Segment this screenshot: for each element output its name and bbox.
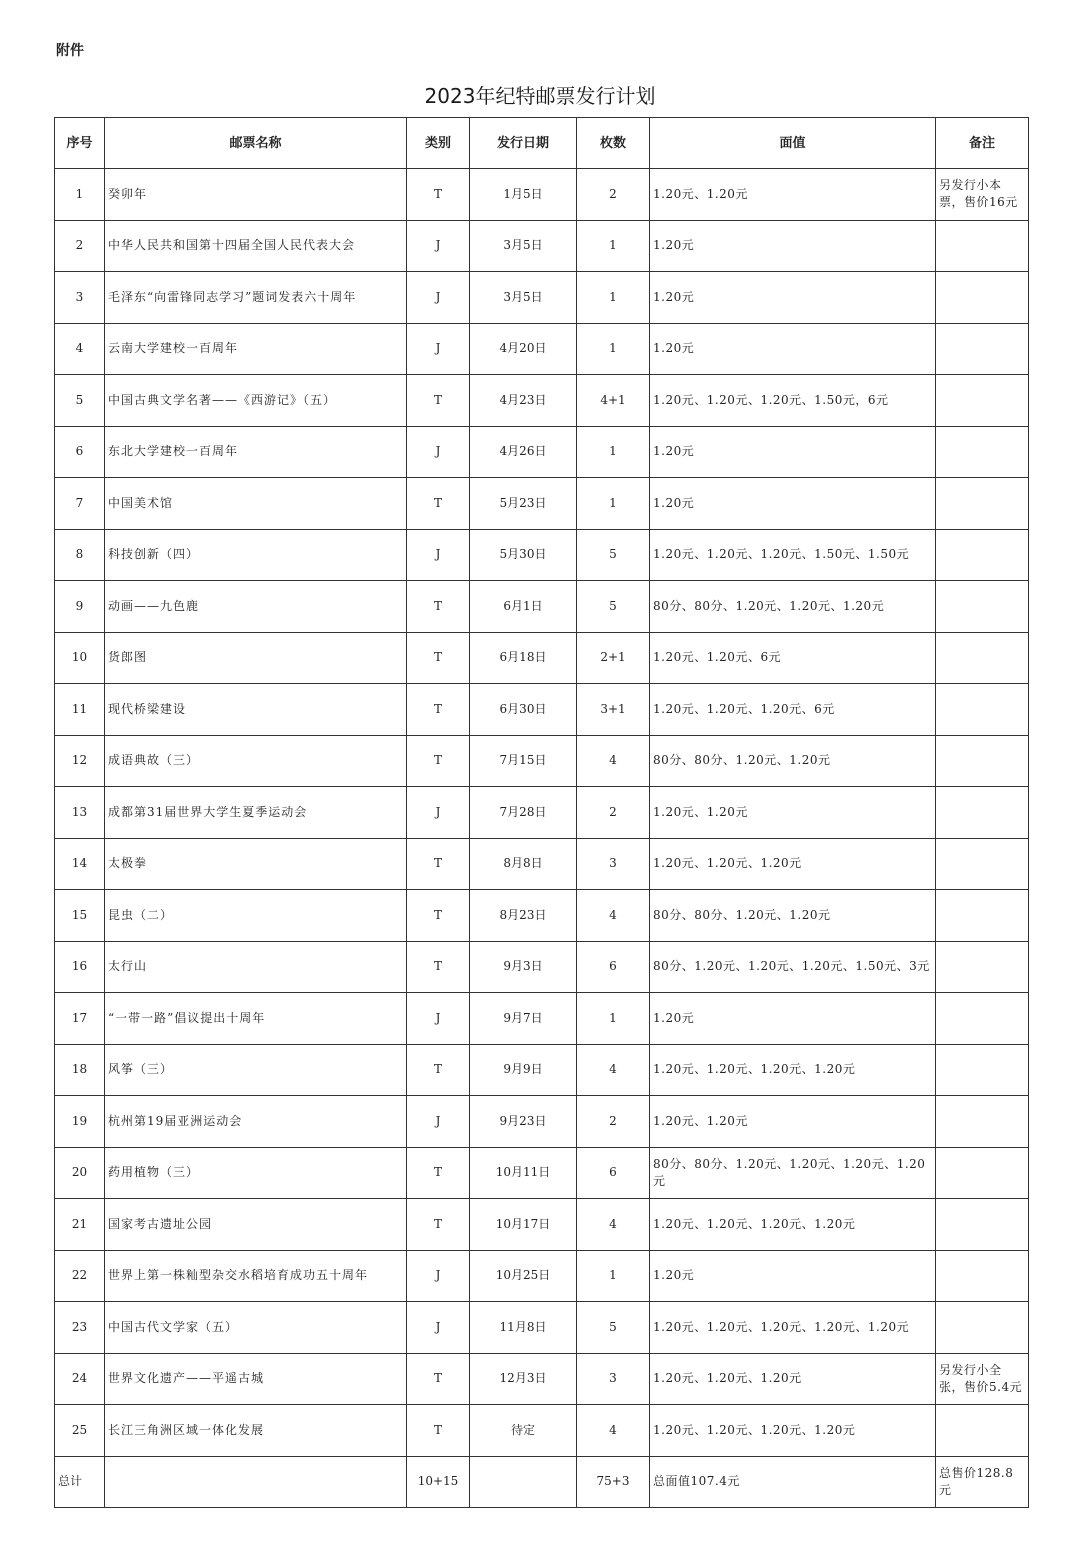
total-type: 10+15 bbox=[407, 1456, 470, 1508]
total-count: 75+3 bbox=[577, 1456, 650, 1508]
table-row bbox=[55, 375, 1029, 427]
cell-type: T bbox=[407, 890, 470, 942]
cell-type: T bbox=[407, 632, 470, 684]
total-note: 总售价128.8元 bbox=[936, 1456, 1029, 1508]
cell-count: 1 bbox=[577, 220, 650, 272]
cell-type: J bbox=[407, 1250, 470, 1302]
table-row bbox=[55, 323, 1029, 375]
cell-name: 中国美术馆 bbox=[105, 478, 407, 530]
cell-date: 8月23日 bbox=[470, 890, 577, 942]
cell-value: 1.20元 bbox=[650, 478, 936, 530]
cell-count: 3+1 bbox=[577, 684, 650, 736]
cell-no: 12 bbox=[55, 735, 105, 787]
cell-no: 15 bbox=[55, 890, 105, 942]
cell-name: 国家考古遗址公园 bbox=[105, 1199, 407, 1251]
cell-count: 1 bbox=[577, 272, 650, 324]
table-row bbox=[55, 1250, 1029, 1302]
cell-name: 动画——九色鹿 bbox=[105, 581, 407, 633]
table-row bbox=[55, 1096, 1029, 1148]
cell-count: 1 bbox=[577, 993, 650, 1045]
cell-value: 1.20元、1.20元、1.20元、1.50元，6元 bbox=[650, 375, 936, 427]
cell-name: 现代桥梁建设 bbox=[105, 684, 407, 736]
total-label: 总计 bbox=[55, 1456, 105, 1508]
cell-note bbox=[936, 1044, 1029, 1096]
cell-type: J bbox=[407, 323, 470, 375]
cell-date: 6月18日 bbox=[470, 632, 577, 684]
cell-value: 1.20元、1.20元、1.20元、1.20元 bbox=[650, 1199, 936, 1251]
cell-value: 1.20元 bbox=[650, 1250, 936, 1302]
cell-value: 1.20元、1.20元、1.20元、1.20元 bbox=[650, 1044, 936, 1096]
cell-note bbox=[936, 684, 1029, 736]
cell-date: 7月15日 bbox=[470, 735, 577, 787]
cell-value: 1.20元、1.20元 bbox=[650, 169, 936, 221]
cell-type: J bbox=[407, 272, 470, 324]
cell-count: 3 bbox=[577, 838, 650, 890]
cell-type: T bbox=[407, 478, 470, 530]
cell-count: 2 bbox=[577, 787, 650, 839]
cell-value: 1.20元 bbox=[650, 323, 936, 375]
table-row bbox=[55, 478, 1029, 530]
table-row bbox=[55, 1147, 1029, 1199]
column-header-name: 邮票名称 bbox=[105, 118, 407, 169]
cell-no: 21 bbox=[55, 1199, 105, 1251]
table-row bbox=[55, 684, 1029, 736]
table-row bbox=[55, 169, 1029, 221]
cell-no: 7 bbox=[55, 478, 105, 530]
table-row bbox=[55, 787, 1029, 839]
cell-no: 16 bbox=[55, 941, 105, 993]
table-row bbox=[55, 1302, 1029, 1354]
cell-note bbox=[936, 581, 1029, 633]
cell-count: 2+1 bbox=[577, 632, 650, 684]
cell-no: 11 bbox=[55, 684, 105, 736]
table-row bbox=[55, 272, 1029, 324]
cell-name: 中华人民共和国第十四届全国人民代表大会 bbox=[105, 220, 407, 272]
cell-date: 9月23日 bbox=[470, 1096, 577, 1148]
cell-note bbox=[936, 1147, 1029, 1199]
cell-type: J bbox=[407, 426, 470, 478]
cell-value: 1.20元 bbox=[650, 426, 936, 478]
cell-no: 3 bbox=[55, 272, 105, 324]
cell-count: 5 bbox=[577, 529, 650, 581]
cell-date: 8月8日 bbox=[470, 838, 577, 890]
cell-date: 9月3日 bbox=[470, 941, 577, 993]
cell-note bbox=[936, 632, 1029, 684]
table-row bbox=[55, 890, 1029, 942]
cell-no: 4 bbox=[55, 323, 105, 375]
cell-note bbox=[936, 375, 1029, 427]
table-row bbox=[55, 529, 1029, 581]
total-value: 总面值107.4元 bbox=[650, 1456, 936, 1508]
cell-name: 癸卯年 bbox=[105, 169, 407, 221]
cell-count: 4 bbox=[577, 1044, 650, 1096]
cell-value: 1.20元、1.20元、1.20元、1.20元 bbox=[650, 1405, 936, 1457]
column-header-date: 发行日期 bbox=[470, 118, 577, 169]
total-name bbox=[105, 1456, 407, 1508]
cell-value: 80分、1.20元、1.20元、1.20元、1.50元、3元 bbox=[650, 941, 936, 993]
cell-value: 80分、80分、1.20元、1.20元、1.20元 bbox=[650, 581, 936, 633]
cell-note bbox=[936, 1250, 1029, 1302]
cell-no: 22 bbox=[55, 1250, 105, 1302]
cell-count: 4+1 bbox=[577, 375, 650, 427]
table-row bbox=[55, 581, 1029, 633]
table-header-row bbox=[55, 118, 1029, 169]
cell-type: T bbox=[407, 1044, 470, 1096]
cell-no: 6 bbox=[55, 426, 105, 478]
cell-note bbox=[936, 529, 1029, 581]
cell-date: 10月11日 bbox=[470, 1147, 577, 1199]
cell-date: 1月5日 bbox=[470, 169, 577, 221]
table-row bbox=[55, 426, 1029, 478]
cell-value: 80分、80分、1.20元、1.20元、1.20元、1.20元 bbox=[650, 1147, 936, 1199]
cell-no: 24 bbox=[55, 1353, 105, 1405]
column-header-count: 枚数 bbox=[577, 118, 650, 169]
column-header-type: 类别 bbox=[407, 118, 470, 169]
cell-no: 10 bbox=[55, 632, 105, 684]
cell-no: 2 bbox=[55, 220, 105, 272]
cell-note bbox=[936, 787, 1029, 839]
cell-date: 9月9日 bbox=[470, 1044, 577, 1096]
cell-no: 1 bbox=[55, 169, 105, 221]
cell-type: T bbox=[407, 1405, 470, 1457]
cell-type: T bbox=[407, 1147, 470, 1199]
cell-date: 9月7日 bbox=[470, 993, 577, 1045]
cell-type: T bbox=[407, 684, 470, 736]
table-row bbox=[55, 941, 1029, 993]
cell-note: 另发行小本票，售价16元 bbox=[936, 169, 1029, 221]
cell-value: 1.20元、1.20元、1.20元、1.50元、1.50元 bbox=[650, 529, 936, 581]
cell-type: J bbox=[407, 1302, 470, 1354]
cell-value: 1.20元 bbox=[650, 993, 936, 1045]
cell-date: 4月20日 bbox=[470, 323, 577, 375]
cell-value: 1.20元、1.20元、1.20元 bbox=[650, 1353, 936, 1405]
cell-date: 5月30日 bbox=[470, 529, 577, 581]
total-date bbox=[470, 1456, 577, 1508]
cell-value: 1.20元、1.20元、6元 bbox=[650, 632, 936, 684]
cell-note bbox=[936, 735, 1029, 787]
cell-note bbox=[936, 1096, 1029, 1148]
cell-date: 10月25日 bbox=[470, 1250, 577, 1302]
cell-note bbox=[936, 323, 1029, 375]
cell-name: “一带一路”倡议提出十周年 bbox=[105, 993, 407, 1045]
cell-date: 3月5日 bbox=[470, 220, 577, 272]
cell-type: T bbox=[407, 838, 470, 890]
cell-count: 1 bbox=[577, 323, 650, 375]
cell-value: 80分、80分、1.20元、1.20元 bbox=[650, 890, 936, 942]
cell-count: 2 bbox=[577, 169, 650, 221]
cell-name: 风筝（三） bbox=[105, 1044, 407, 1096]
cell-date: 7月28日 bbox=[470, 787, 577, 839]
cell-no: 19 bbox=[55, 1096, 105, 1148]
cell-name: 昆虫（二） bbox=[105, 890, 407, 942]
cell-type: T bbox=[407, 1353, 470, 1405]
column-header-value: 面值 bbox=[650, 118, 936, 169]
cell-type: J bbox=[407, 220, 470, 272]
cell-type: T bbox=[407, 581, 470, 633]
cell-name: 药用植物（三） bbox=[105, 1147, 407, 1199]
cell-value: 1.20元 bbox=[650, 220, 936, 272]
cell-name: 科技创新（四） bbox=[105, 529, 407, 581]
cell-count: 1 bbox=[577, 1250, 650, 1302]
cell-note bbox=[936, 478, 1029, 530]
cell-type: T bbox=[407, 1199, 470, 1251]
cell-date: 待定 bbox=[470, 1405, 577, 1457]
cell-type: T bbox=[407, 169, 470, 221]
cell-name: 中国古典文学名著——《西游记》（五） bbox=[105, 375, 407, 427]
cell-no: 20 bbox=[55, 1147, 105, 1199]
cell-count: 6 bbox=[577, 941, 650, 993]
cell-count: 4 bbox=[577, 890, 650, 942]
cell-name: 货郎图 bbox=[105, 632, 407, 684]
cell-type: J bbox=[407, 529, 470, 581]
cell-date: 3月5日 bbox=[470, 272, 577, 324]
column-header-no: 序号 bbox=[55, 118, 105, 169]
cell-value: 80分、80分、1.20元、1.20元 bbox=[650, 735, 936, 787]
cell-note bbox=[936, 426, 1029, 478]
cell-type: T bbox=[407, 375, 470, 427]
table-row bbox=[55, 1044, 1029, 1096]
cell-type: J bbox=[407, 1096, 470, 1148]
cell-no: 23 bbox=[55, 1302, 105, 1354]
cell-no: 13 bbox=[55, 787, 105, 839]
cell-date: 6月1日 bbox=[470, 581, 577, 633]
cell-note bbox=[936, 838, 1029, 890]
cell-count: 5 bbox=[577, 1302, 650, 1354]
cell-no: 18 bbox=[55, 1044, 105, 1096]
column-header-note: 备注 bbox=[936, 118, 1029, 169]
cell-count: 5 bbox=[577, 581, 650, 633]
cell-date: 6月30日 bbox=[470, 684, 577, 736]
cell-no: 5 bbox=[55, 375, 105, 427]
cell-no: 14 bbox=[55, 838, 105, 890]
table-row bbox=[55, 993, 1029, 1045]
cell-count: 6 bbox=[577, 1147, 650, 1199]
cell-name: 世界上第一株籼型杂交水稻培育成功五十周年 bbox=[105, 1250, 407, 1302]
cell-note bbox=[936, 1405, 1029, 1457]
table-row bbox=[55, 1353, 1029, 1405]
cell-note bbox=[936, 272, 1029, 324]
cell-date: 5月23日 bbox=[470, 478, 577, 530]
cell-note bbox=[936, 220, 1029, 272]
cell-note bbox=[936, 890, 1029, 942]
cell-count: 1 bbox=[577, 426, 650, 478]
cell-count: 2 bbox=[577, 1096, 650, 1148]
cell-count: 1 bbox=[577, 478, 650, 530]
cell-note bbox=[936, 941, 1029, 993]
cell-name: 东北大学建校一百周年 bbox=[105, 426, 407, 478]
cell-type: J bbox=[407, 787, 470, 839]
cell-note bbox=[936, 1199, 1029, 1251]
cell-value: 1.20元、1.20元 bbox=[650, 1096, 936, 1148]
cell-type: T bbox=[407, 735, 470, 787]
cell-no: 9 bbox=[55, 581, 105, 633]
cell-no: 8 bbox=[55, 529, 105, 581]
cell-name: 太极拳 bbox=[105, 838, 407, 890]
page-title: 2023年纪特邮票发行计划 bbox=[424, 84, 656, 108]
cell-date: 10月17日 bbox=[470, 1199, 577, 1251]
cell-name: 太行山 bbox=[105, 941, 407, 993]
cell-name: 世界文化遗产——平遥古城 bbox=[105, 1353, 407, 1405]
cell-date: 11月8日 bbox=[470, 1302, 577, 1354]
cell-note bbox=[936, 993, 1029, 1045]
table-row bbox=[55, 220, 1029, 272]
attachment-label: 附件 bbox=[56, 43, 84, 59]
cell-name: 成都第31届世界大学生夏季运动会 bbox=[105, 787, 407, 839]
cell-date: 4月26日 bbox=[470, 426, 577, 478]
cell-value: 1.20元、1.20元 bbox=[650, 787, 936, 839]
table-row bbox=[55, 838, 1029, 890]
cell-value: 1.20元、1.20元、1.20元 bbox=[650, 838, 936, 890]
cell-note: 另发行小全张，售价5.4元 bbox=[936, 1353, 1029, 1405]
cell-name: 长江三角洲区域一体化发展 bbox=[105, 1405, 407, 1457]
cell-no: 25 bbox=[55, 1405, 105, 1457]
cell-name: 云南大学建校一百周年 bbox=[105, 323, 407, 375]
table-row bbox=[55, 735, 1029, 787]
cell-value: 1.20元 bbox=[650, 272, 936, 324]
cell-value: 1.20元、1.20元、1.20元、6元 bbox=[650, 684, 936, 736]
stamp-issue-table bbox=[54, 117, 1029, 1508]
cell-count: 4 bbox=[577, 1405, 650, 1457]
cell-type: T bbox=[407, 941, 470, 993]
cell-no: 17 bbox=[55, 993, 105, 1045]
cell-value: 1.20元、1.20元、1.20元、1.20元、1.20元 bbox=[650, 1302, 936, 1354]
cell-count: 3 bbox=[577, 1353, 650, 1405]
table-row bbox=[55, 632, 1029, 684]
cell-note bbox=[936, 1302, 1029, 1354]
cell-type: J bbox=[407, 993, 470, 1045]
cell-name: 成语典故（三） bbox=[105, 735, 407, 787]
cell-name: 中国古代文学家（五） bbox=[105, 1302, 407, 1354]
cell-name: 杭州第19届亚洲运动会 bbox=[105, 1096, 407, 1148]
total-row bbox=[55, 1456, 1029, 1508]
cell-date: 4月23日 bbox=[470, 375, 577, 427]
cell-count: 4 bbox=[577, 1199, 650, 1251]
table-row bbox=[55, 1199, 1029, 1251]
cell-name: 毛泽东“向雷锋同志学习”题词发表六十周年 bbox=[105, 272, 407, 324]
table-row bbox=[55, 1405, 1029, 1457]
cell-count: 4 bbox=[577, 735, 650, 787]
cell-date: 12月3日 bbox=[470, 1353, 577, 1405]
table-body bbox=[55, 169, 1029, 1457]
